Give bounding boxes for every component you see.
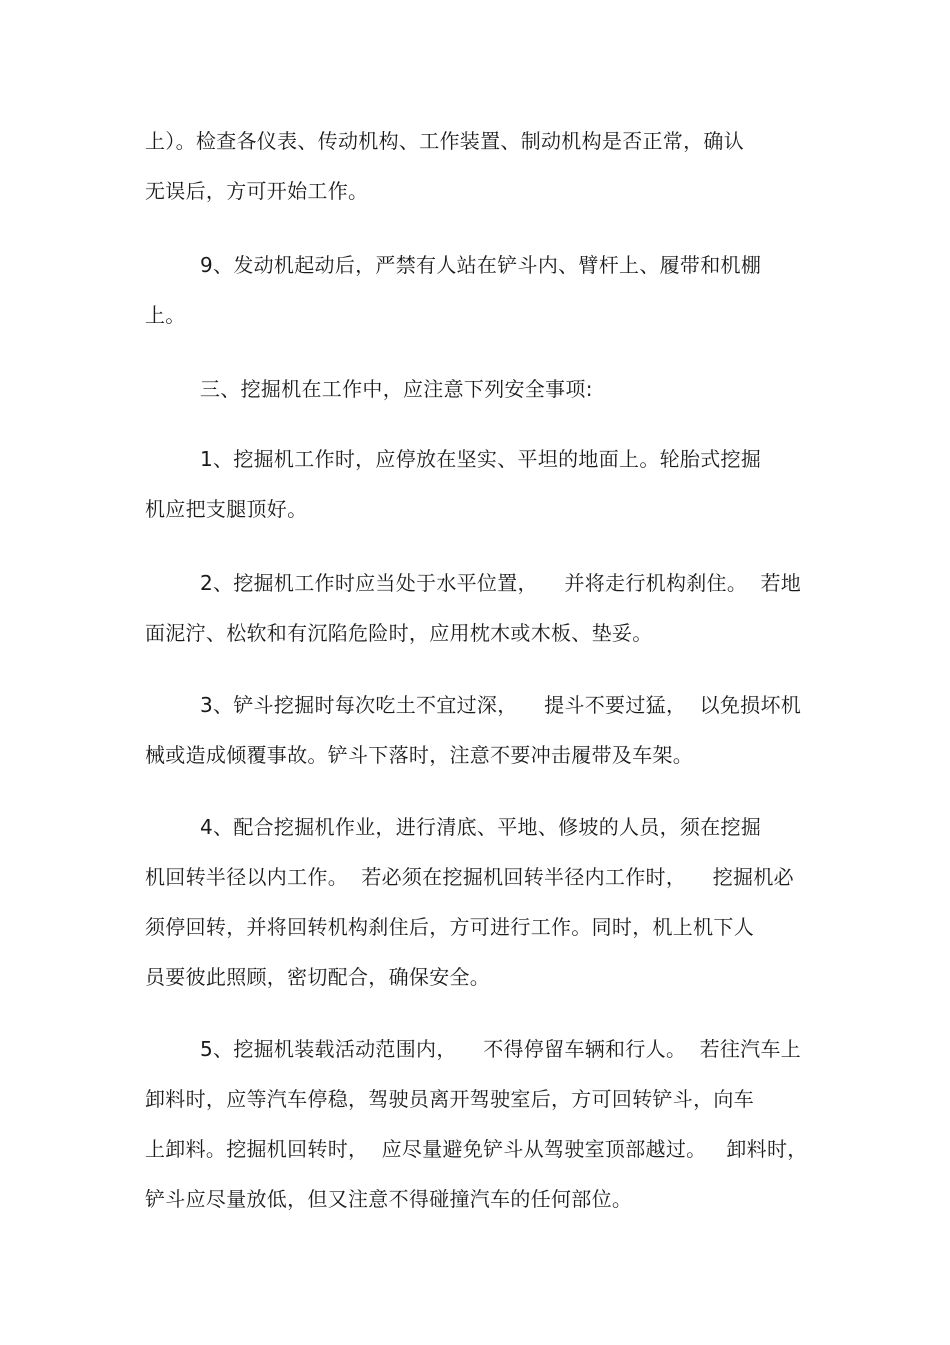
text-line: 4、配合挖掘机作业，进行清底、平地、修坡的人员，须在挖掘 [200, 815, 762, 839]
text-line: 上）。检查各仪表、传动机构、工作装置、制动机构是否正常，确认 [145, 129, 744, 153]
text-line: 机回转半径以内工作。 若必须在挖掘机回转半径内工作时， 挖掘机必 [145, 865, 794, 889]
text-line: 上卸料。挖掘机回转时， 应尽量避免铲斗从驾驶室顶部越过。 卸料时， [145, 1137, 808, 1161]
text-line: 铲斗应尽量放低，但又注意不得碰撞汽车的任何部位。 [145, 1187, 633, 1211]
text-line: 9、发动机起动后，严禁有人站在铲斗内、臂杆上、履带和机棚 [200, 253, 762, 277]
text-line: 2、挖掘机工作时应当处于水平位置， 并将走行机构刹住。 若地 [200, 571, 802, 595]
text-line: 1、挖掘机工作时，应停放在坚实、平坦的地面上。轮胎式挖掘 [200, 447, 762, 471]
text-line: 械或造成倾覆事故。铲斗下落时，注意不要冲击履带及车架。 [145, 743, 694, 767]
text-line: 机应把支腿顶好。 [145, 497, 308, 521]
section-heading: 三、挖掘机在工作中，应注意下列安全事项: [200, 377, 593, 401]
text-line: 须停回转，并将回转机构刹住后，方可进行工作。同时，机上机下人 [145, 915, 754, 939]
text-line: 员要彼此照顾，密切配合，确保安全。 [145, 965, 491, 989]
text-line: 面泥泞、松软和有沉陷危险时，应用枕木或木板、垫妥。 [145, 621, 653, 645]
text-line: 上。 [145, 303, 186, 327]
text-line: 5、挖掘机装载活动范围内， 不得停留车辆和行人。 若往汽车上 [200, 1037, 802, 1061]
text-line: 卸料时，应等汽车停稳，驾驶员离开驾驶室后，方可回转铲斗，向车 [145, 1087, 754, 1111]
text-line: 3、铲斗挖掘时每次吃土不宜过深， 提斗不要过猛， 以免损坏机 [200, 693, 802, 717]
text-line: 无误后，方可开始工作。 [145, 179, 369, 203]
